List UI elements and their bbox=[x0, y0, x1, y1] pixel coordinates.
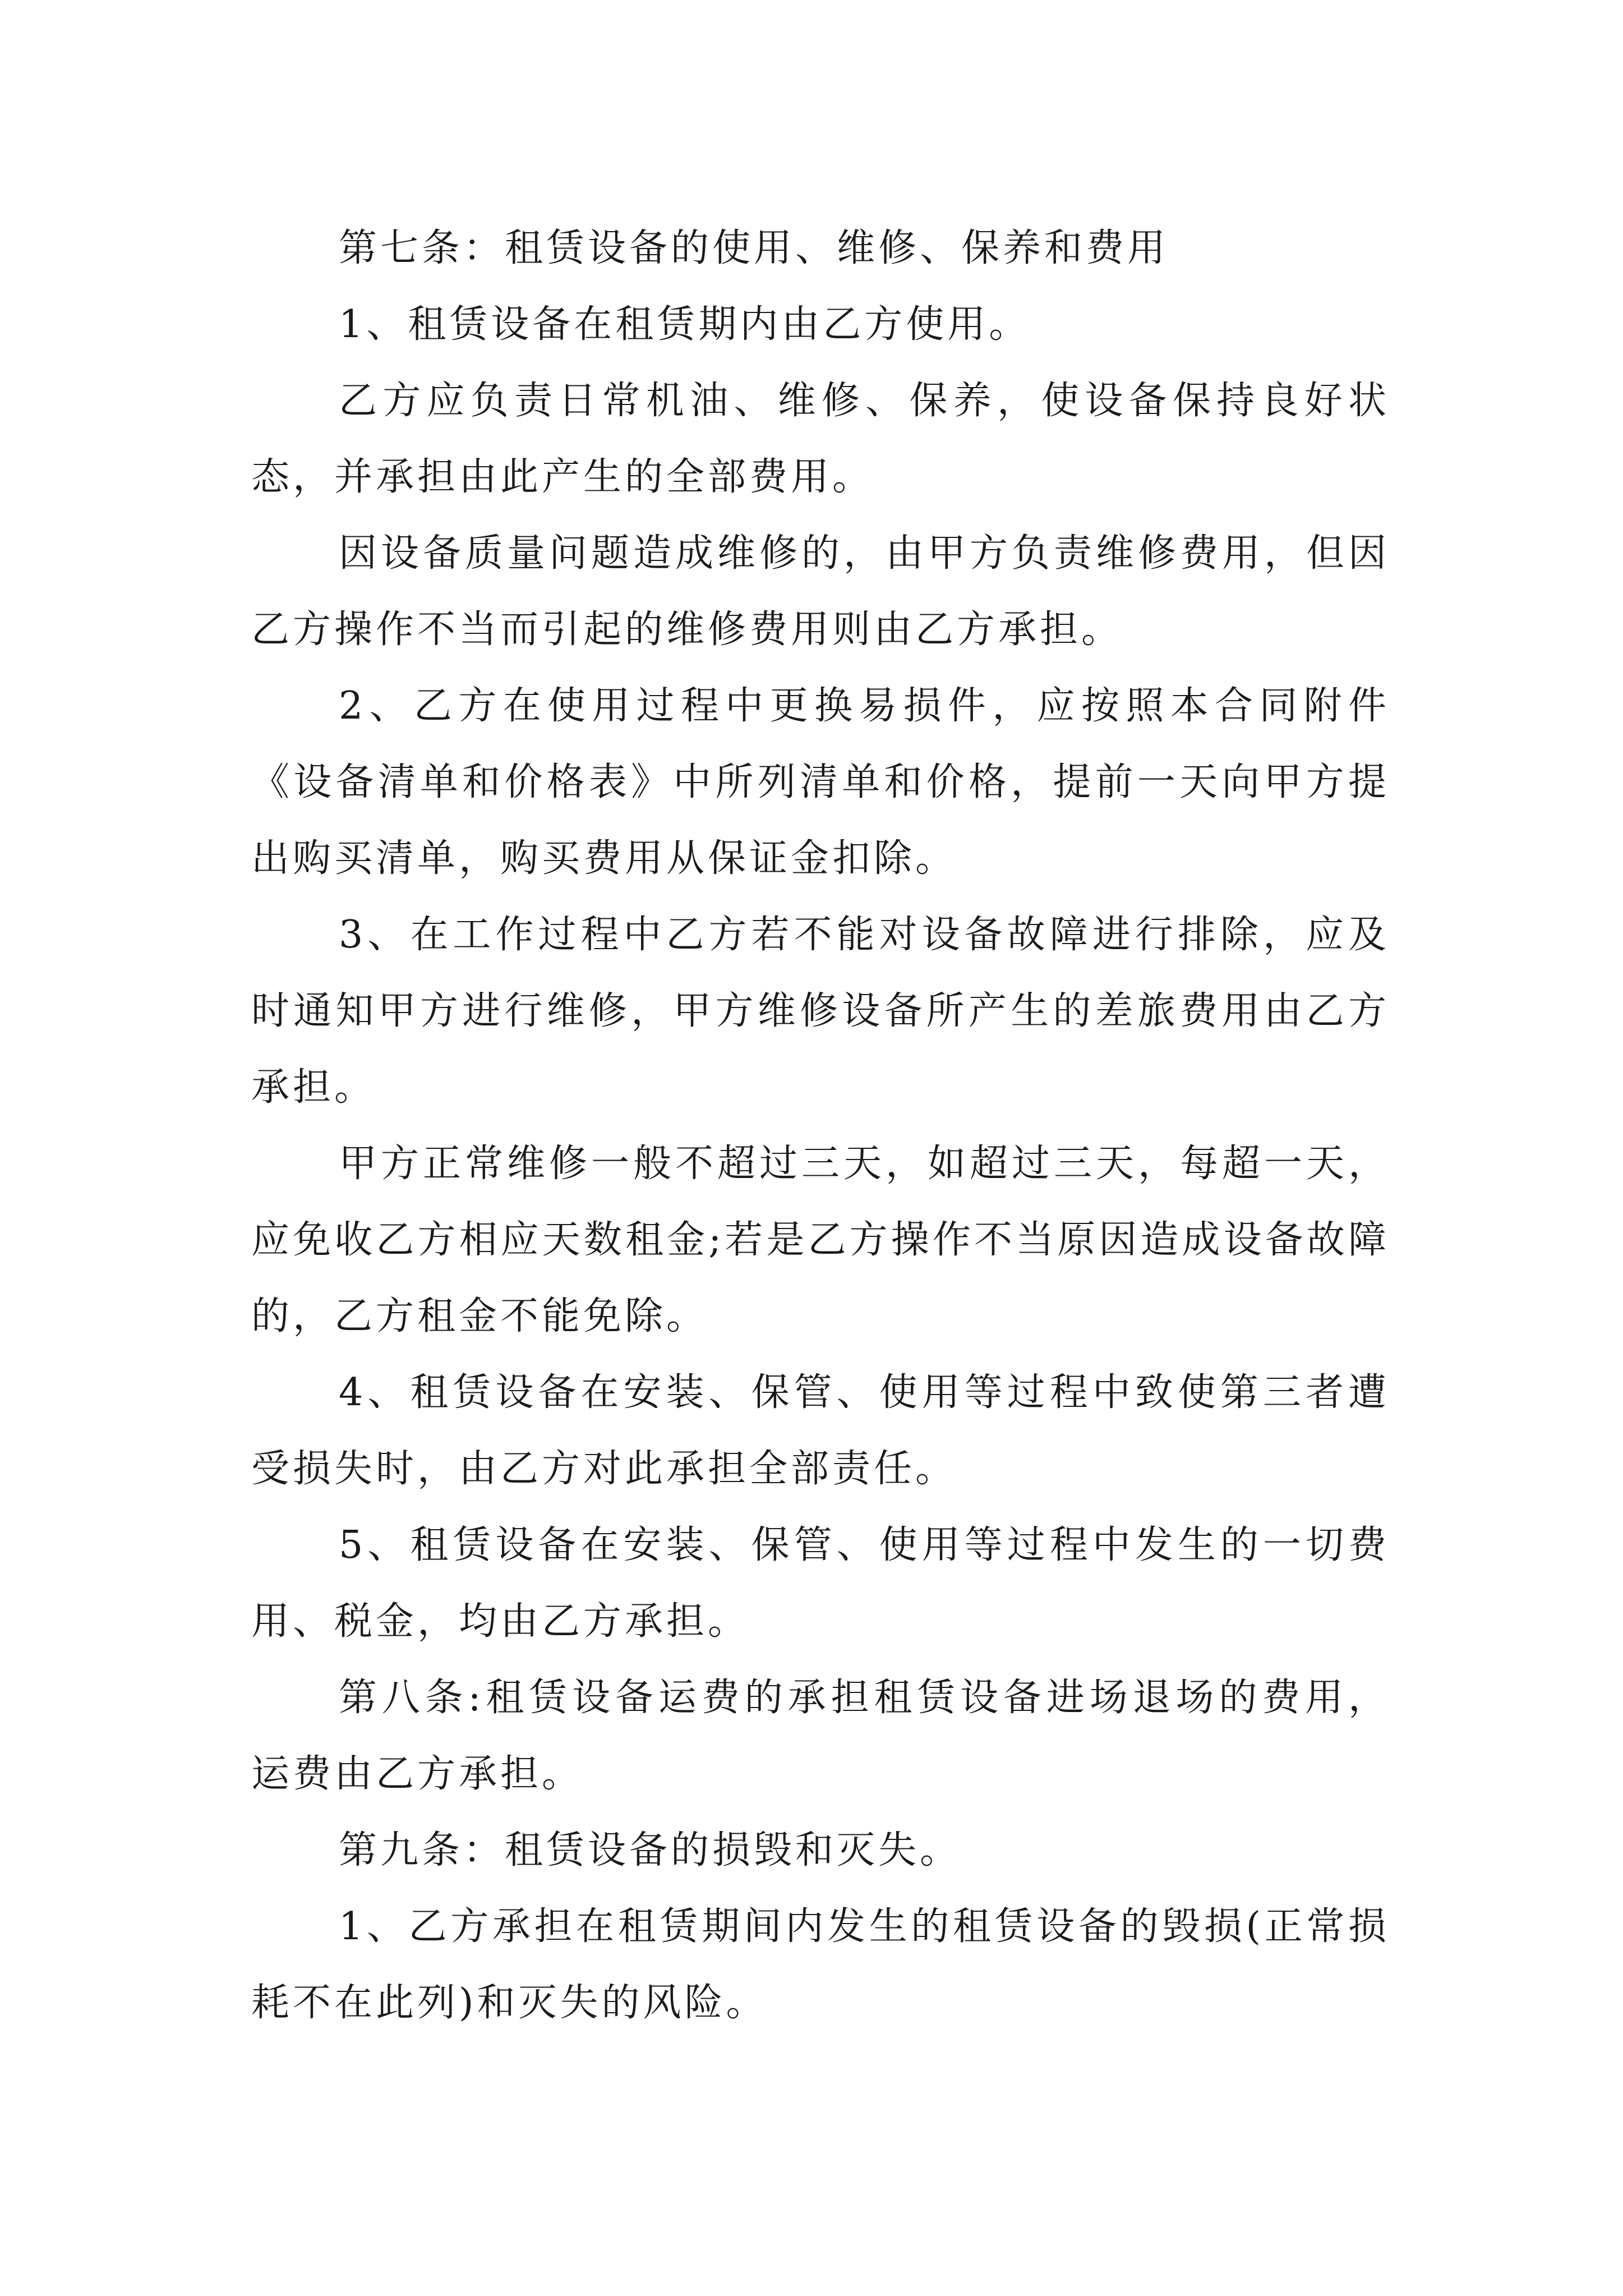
article-8: 第八条:租赁设备运费的承担租赁设备进场退场的费用，运费由乙方承担。 bbox=[251, 1676, 1390, 1796]
document-body bbox=[251, 210, 1390, 2041]
article-7-heading: 第七条：租赁设备的使用、维修、保养和费用 bbox=[339, 226, 1169, 270]
article-7-item-3-repair-time: 甲方正常维修一般不超过三天，如超过三天，每超一天，应免收乙方相应天数租金;若是乙方操作不当原因造成设备故障的，乙方租金不能免除。 bbox=[251, 1142, 1390, 1338]
article-9-heading: 第九条：租赁设备的损毁和灭失。 bbox=[339, 1828, 962, 1872]
article-9-item-1: 1、乙方承担在租赁期间内发生的租赁设备的毁损(正常损耗不在此列)和灭失的风险。 bbox=[251, 1904, 1390, 2025]
article-7-item-5: 5、租赁设备在安装、保管、使用等过程中发生的一切费用、税金，均由乙方承担。 bbox=[251, 1523, 1390, 1644]
article-7-item-4: 4、租赁设备在安装、保管、使用等过程中致使第三者遭受损失时，由乙方对此承担全部责任。 bbox=[251, 1370, 1390, 1491]
article-7-item-3: 3、在工作过程中乙方若不能对设备故障进行排除，应及时通知甲方进行维修，甲方维修设备所产生的差旅费用由乙方承担。 bbox=[251, 913, 1390, 1110]
article-7-item-1-quality: 因设备质量问题造成维修的，由甲方负责维修费用，但因乙方操作不当而引起的维修费用则由乙方承担。 bbox=[251, 531, 1390, 652]
article-7-item-1-maintenance: 乙方应负责日常机油、维修、保养，使设备保持良好状态，并承担由此产生的全部费用。 bbox=[251, 379, 1390, 499]
article-7-item-2: 2、乙方在使用过程中更换易损件，应按照本合同附件《设备清单和价格表》中所列清单和价格，提前一天向甲方提出购买清单，购买费用从保证金扣除。 bbox=[251, 684, 1390, 881]
article-7-item-1: 1、租赁设备在租赁期内由乙方使用。 bbox=[339, 302, 1031, 347]
